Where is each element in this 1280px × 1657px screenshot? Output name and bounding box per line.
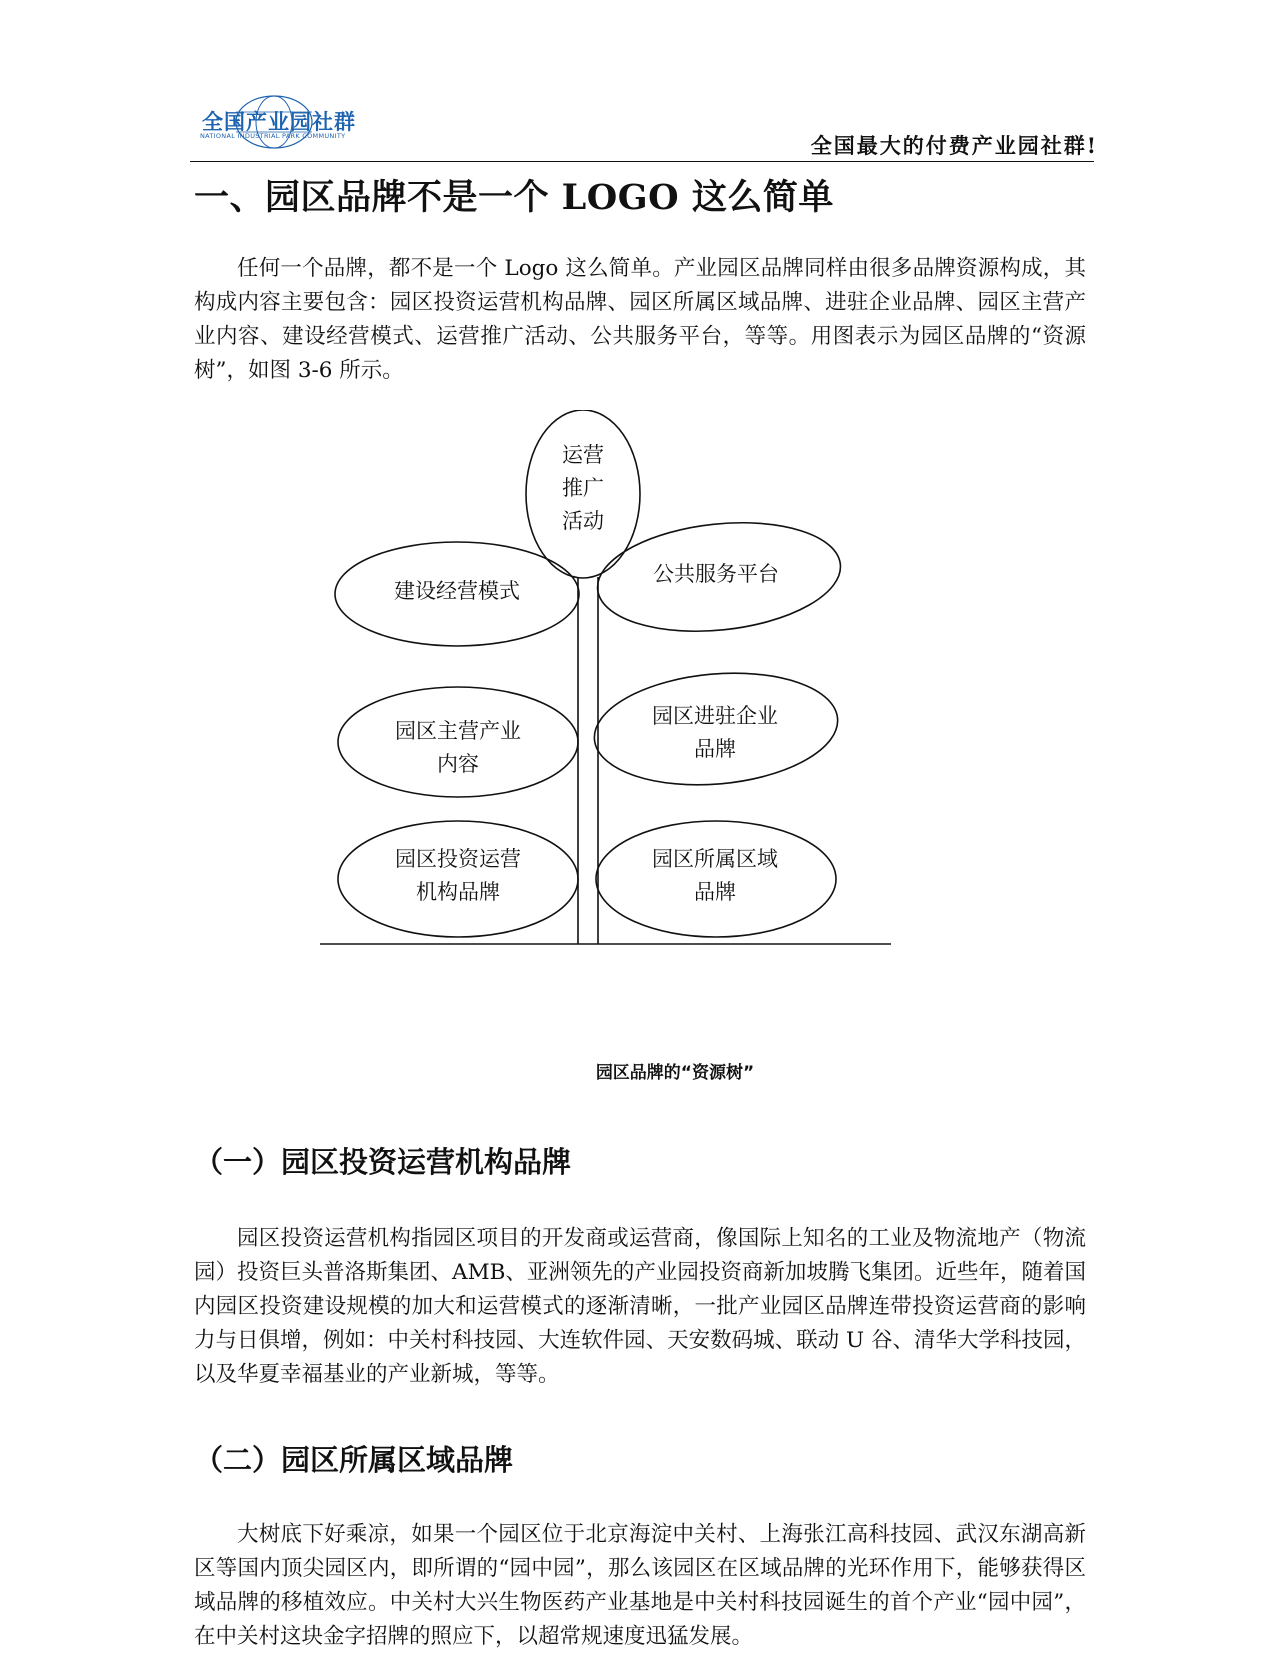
node-main-industry: 园区主营产业 内容	[395, 719, 521, 776]
subsection-title-1: （一）园区投资运营机构品牌	[194, 1145, 572, 1179]
header-divider	[190, 161, 1094, 162]
node-construction-model: 建设经营模式	[394, 579, 520, 603]
node-regional-brand: 园区所属区域 品牌	[652, 847, 778, 904]
node-public-service-platform: 公共服务平台	[653, 562, 779, 586]
resource-tree-diagram	[320, 410, 940, 1010]
intro-paragraph: 任何一个品牌，都不是一个 Logo 这么简单。产业园区品牌同样由很多品牌资源构成，其构成内容主要包含：园区投资运营机构品牌、园区所属区域品牌、进驻企业品牌、园区主营产业内容、建设经营模式、运营推广活动、公共服务平台，等等。用图表示为园区品牌的“资源树”，如图 3-6 所示。	[194, 256, 1086, 383]
logo-subtitle: NATIONAL INDUSTRIAL PARK COMMUNITY	[200, 132, 346, 140]
logo-text: 全国产业园社群	[202, 110, 356, 134]
logo	[196, 92, 356, 152]
section-title: 一、园区品牌不是一个 LOGO 这么简单	[194, 177, 834, 218]
header-slogan: 全国最大的付费产业园社群!	[810, 133, 1098, 158]
subsection-paragraph-1: 园区投资运营机构指园区项目的开发商或运营商，像国际上知名的工业及物流地产（物流园）投资巨头普洛斯集团、AMB、亚洲领先的产业园投资商新加坡腾飞集团。近些年，随着国内园区投资建设规模的加大和运营模式的逐渐清晰，一批产业园区品牌连带投资运营商的影响力与日俱增，例如：中关村科技园、大连软件园、天安数码城、联动 U 谷、清华大学科技园，以及华夏幸福基业的产业新城，等等。	[194, 1226, 1086, 1387]
node-investment-operator: 园区投资运营 机构品牌	[395, 847, 521, 904]
node-operation-promotion: 运营 推广 活动	[562, 443, 604, 533]
subsection-paragraph-2: 大树底下好乘凉，如果一个园区位于北京海淀中关村、上海张江高科技园、武汉东湖高新区等国内顶尖园区内，即所谓的“园中园”，那么该园区在区域品牌的光环作用下，能够获得区域品牌的移植效应。中关村大兴生物医药产业基地是中关村科技园诞生的首个产业“园中园”，在中关村这块金字招牌的照应下，以超常规速度迅猛发展。	[194, 1522, 1086, 1649]
subsection-title-2: （二）园区所属区域品牌	[194, 1443, 514, 1477]
node-resident-enterprises: 园区进驻企业 品牌	[652, 704, 778, 761]
figure-caption: 园区品牌的“资源树”	[595, 1063, 755, 1083]
